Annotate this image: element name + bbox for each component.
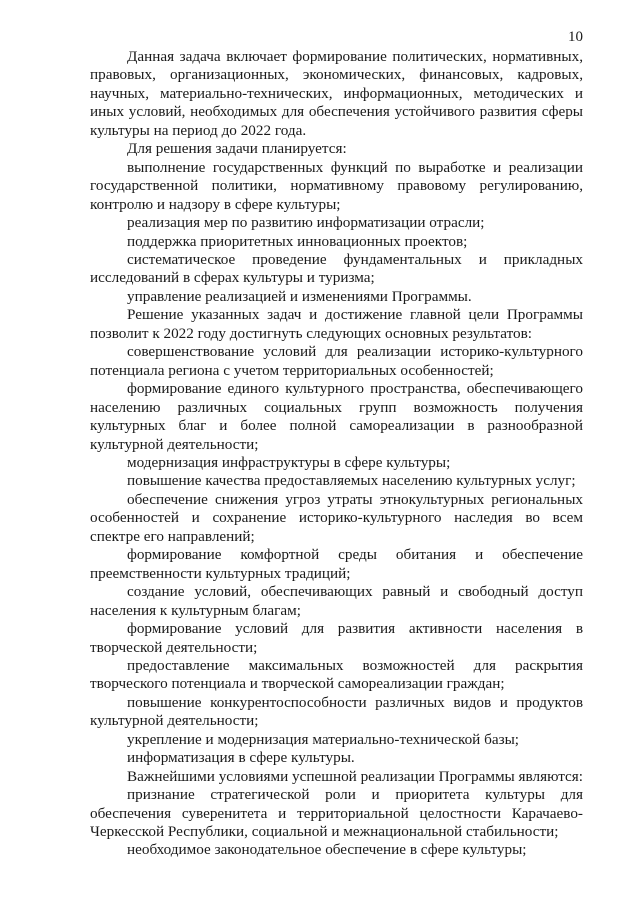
body-text	[90, 48, 583, 860]
list-item: необходимое законодательное обеспечение в сфере культуры;	[127, 841, 527, 859]
paragraph-task-description: Данная задача включает формирование политических, нормативных, правовых, организационных, экономических, финансовых, кадровых, научных, материально-технических, информационных, методических и иных условий, необходимых для обеспечения устойчивого развития сферы культуры на период до 2022 года.	[90, 48, 583, 139]
list-item: укрепление и модернизация материально-технической базы;	[127, 730, 519, 748]
list-item: модернизация инфраструктуры в сфере культуры;	[127, 453, 451, 471]
list-item: поддержка приоритетных инновационных проектов;	[127, 232, 468, 250]
list-item: обеспечение снижения угроз утраты этнокультурных региональных особенностей и сохранение историко-культурного наследия во всем спектре его направлений;	[90, 490, 583, 545]
list-item: систематическое проведение фундаментальных и прикладных исследований в сферах культуры и туризма;	[90, 250, 583, 287]
paragraph-conditions-intro: Важнейшими условиями успешной реализации Программы являются:	[127, 767, 583, 785]
list-item: информатизация в сфере культуры.	[127, 749, 355, 767]
paragraph-results-intro: Решение указанных задач и достижение главной цели Программы позволит к 2022 году достигнуть следующих основных результатов:	[90, 306, 583, 342]
page-number: 10	[568, 29, 583, 45]
list-item: реализация мер по развитию информатизации отрасли;	[127, 214, 485, 232]
paragraph-plan-intro: Для решения задачи планируется:	[127, 140, 347, 158]
list-item: повышение конкурентоспособности различных видов и продуктов культурной деятельности;	[90, 693, 583, 730]
list-item: совершенствование условий для реализации историко-культурного потенциала региона с учетом территориальных особенностей;	[90, 343, 583, 379]
list-item: повышение качества предоставляемых населению культурных услуг;	[127, 472, 576, 490]
list-item: предоставление максимальных возможностей для раскрытия творческого потенциала и творческой самореализации граждан;	[90, 656, 583, 693]
list-item: выполнение государственных функций по выработке и реализации государственной политики, нормативному правовому регулированию, контролю и надзору в сфере культуры;	[90, 158, 583, 213]
list-item: формирование единого культурного пространства, обеспечивающего населению различных социальных групп возможность получения культурных благ и более полной самореализации в разнообразной культурной деятельности;	[90, 380, 583, 453]
list-item: управление реализацией и изменениями Программы.	[127, 287, 472, 305]
list-item: создание условий, обеспечивающих равный и свободный доступ населения к культурным благам;	[90, 583, 583, 619]
list-item: признание стратегической роли и приоритета культуры для обеспечения суверенитета и территориальной целостности Карачаево-Черкесской Республики, социальной и межнациональной стабильности;	[90, 786, 583, 841]
list-item: формирование условий для развития активности населения в творческой деятельности;	[90, 620, 583, 656]
list-item: формирование комфортной среды обитания и обеспечение преемственности культурных традиций;	[90, 546, 583, 582]
